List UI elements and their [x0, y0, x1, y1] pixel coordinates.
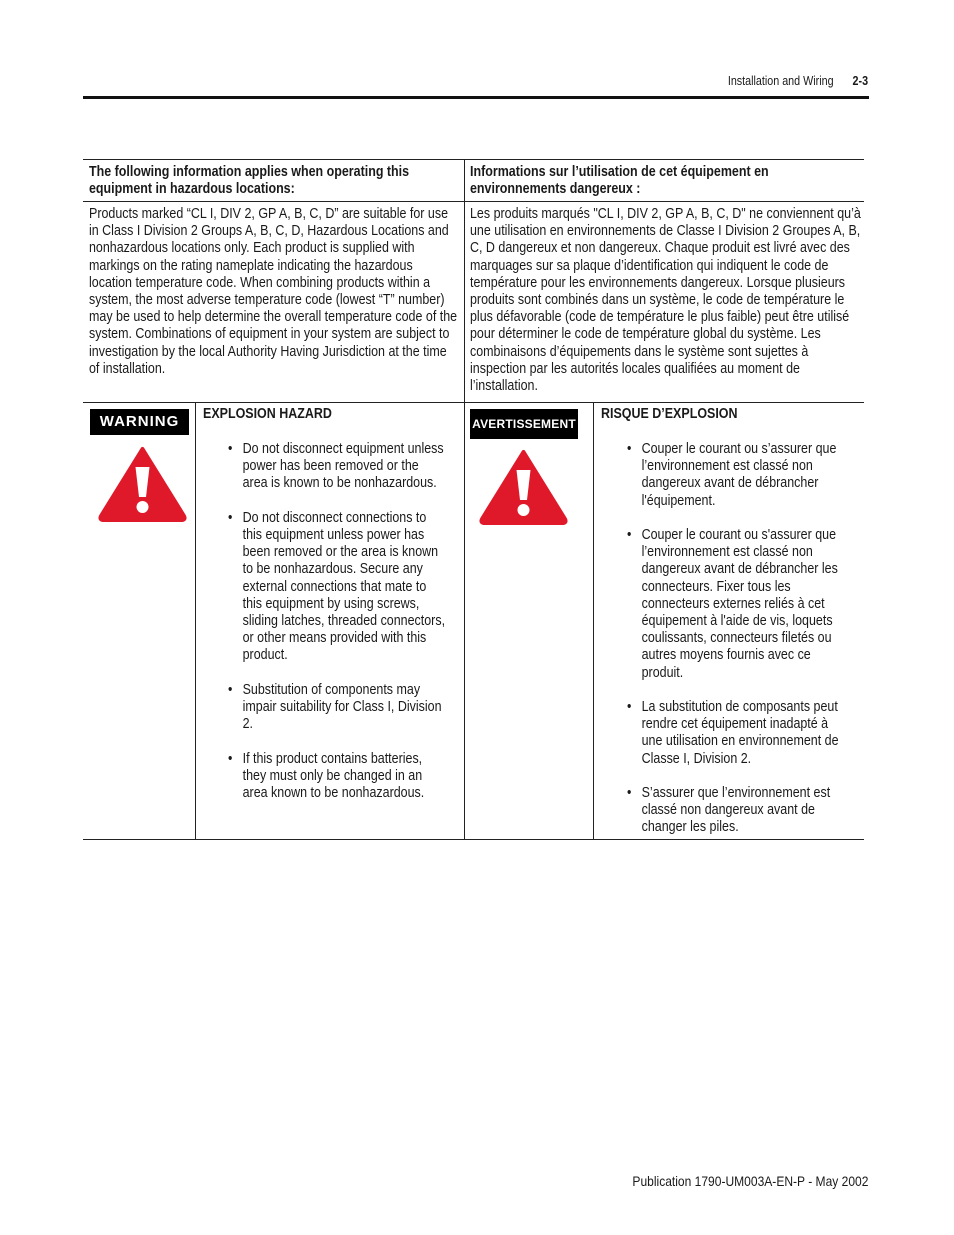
en-heading: The following information applies when operating this equipment in hazardous locations:	[89, 164, 410, 198]
list-item: • Do not disconnect equipment unless power has been removed or the area is known to be nonhazardous.	[228, 441, 446, 493]
list-item: • Do not disconnect connections to this equipment unless power has been removed or the area is known to be nonhazardous. Secure any external connections that mate to this equipment by using screws, sliding latches, threaded connectors, or other means provided with this product.	[228, 510, 446, 665]
column-divider	[195, 403, 196, 839]
list-item: • If this product contains batteries, they must only be changed in an area known to be nonhazardous.	[228, 751, 446, 803]
heading-row	[83, 160, 864, 202]
column-divider	[593, 403, 594, 839]
warning-row	[83, 403, 864, 840]
fr-body: Les produits marqués "CL I, DIV 2, GP A, B, C, D" ne conviennent qu’à une utilisation en environnements de Classe I Division 2 Groupes A, B, C, D dangereux et non dangereux. Chaque produit est livré avec des marquages sur sa plaque d’identification qui indiquent le code de température pour les environnements dangereux. Lorsque plusieurs produits sont combinés dans un système, le code de température le plus défavorable (code de température le plus faible) peut être utilisé pour déterminer le code de température global du système. Les combinaisons d’équipements dans le système sont sujettes à inspection par les autorités locales qualifiées au moment de l’installation.	[470, 206, 861, 395]
avertissement-badge: AVERTISSEMENT	[470, 409, 578, 439]
en-warning-list	[228, 441, 446, 802]
en-warning-title: EXPLOSION HAZARD	[203, 406, 332, 422]
warning-triangle-icon	[97, 445, 188, 522]
list-item: • Couper le courant ou s’assurer que l’environnement est classé non dangereux avant de débrancher l'équipement.	[627, 441, 852, 510]
hazardous-locations-table	[83, 159, 864, 840]
fr-warning-title: RISQUE D’EXPLOSION	[601, 406, 738, 422]
en-warning-list-wrap	[228, 441, 446, 819]
list-item: • S’assurer que l’environnement est classé non dangereux avant de changer les piles.	[627, 785, 852, 837]
en-body: Products marked “CL I, DIV 2, GP A, B, C, D” are suitable for use in Class I Division 2 Groups A, B, C, D, Hazardous Locations and nonhazardous locations only. Each product is supplied with markings on the rating nameplate indicating the hazardous location temperature code. When combining products within a system, the most adverse temperature code (lowest “T” number) may be used to help determine the overall temperature code of the system. Combinations of equipment in your system are subject to investigation by the local Authority Having Jurisdiction at the time of installation.	[89, 206, 458, 377]
fr-warning-list-wrap	[627, 441, 852, 854]
info-body-row	[83, 202, 864, 403]
list-item: • Couper le courant ou s'assurer que l’environnement est classé non dangereux avant de débrancher les connecteurs. Fixer tous les connecteurs externes reliés à cet équipement à l'aide de vis, loquets coulissants, connecteurs filetés ou autres moyens fournis avec ce produit.	[627, 527, 852, 682]
running-header	[728, 74, 868, 88]
column-divider	[464, 403, 465, 839]
fr-heading: Informations sur l’utilisation de cet équipement en environnements dangereux :	[470, 164, 769, 198]
column-divider	[464, 160, 465, 201]
header-rule	[83, 96, 869, 99]
page-number: 2-3	[852, 74, 868, 88]
warning-triangle-icon	[478, 448, 569, 525]
header-section-title: Installation and Wiring	[727, 74, 834, 88]
warning-badge: WARNING	[90, 409, 189, 435]
list-item: • Substitution of components may impair suitability for Class I, Division 2.	[228, 682, 446, 734]
list-item: • La substitution de composants peut rendre cet équipement inadapté à une utilisation en environnement de Classe I, Division 2.	[627, 699, 852, 768]
publication-footer: Publication 1790-UM003A-EN-P - May 2002	[631, 1173, 868, 1189]
column-divider	[464, 202, 465, 402]
fr-warning-list	[627, 441, 852, 837]
